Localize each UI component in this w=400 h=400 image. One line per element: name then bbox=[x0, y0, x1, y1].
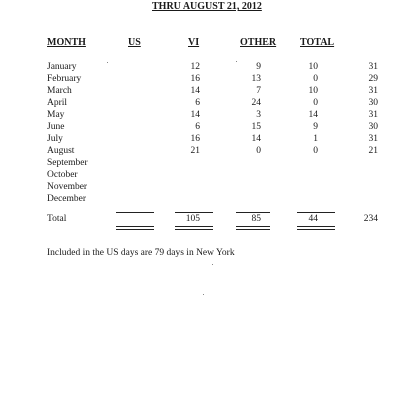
month-cell: September bbox=[47, 158, 88, 168]
other-double-rule bbox=[236, 226, 270, 230]
total-cell: 31 bbox=[368, 62, 378, 72]
other-cell: 0 bbox=[313, 146, 318, 156]
other-cell: 9 bbox=[313, 122, 318, 132]
totals-row bbox=[47, 213, 378, 225]
month-cell: October bbox=[47, 170, 78, 180]
table-row bbox=[47, 85, 378, 97]
vi-cell: 14 bbox=[251, 134, 261, 144]
footnote: Included in the US days are 79 days in New York bbox=[47, 248, 235, 258]
vi-total: 85 bbox=[251, 214, 261, 224]
us-cell: 6 bbox=[195, 122, 200, 132]
table-row bbox=[47, 73, 378, 85]
vi-cell: 3 bbox=[256, 110, 261, 120]
us-cell: 16 bbox=[190, 134, 200, 144]
scan-speck bbox=[107, 62, 108, 63]
scan-speck bbox=[212, 264, 213, 265]
month-cell: December bbox=[47, 194, 87, 204]
total-cell: 31 bbox=[368, 134, 378, 144]
header-us: US bbox=[128, 37, 141, 48]
header-vi: VI bbox=[188, 37, 200, 48]
table-row bbox=[47, 97, 378, 109]
total-cell: 30 bbox=[368, 122, 378, 132]
month-cell: May bbox=[47, 110, 65, 120]
table-row bbox=[47, 61, 378, 73]
table-row bbox=[47, 169, 337, 181]
other-cell: 10 bbox=[308, 86, 318, 96]
month-cell: November bbox=[47, 182, 88, 192]
month-cell: August bbox=[47, 146, 75, 156]
other-total: 44 bbox=[308, 214, 318, 224]
us-cell: 14 bbox=[190, 86, 200, 96]
month-cell: March bbox=[47, 86, 72, 96]
month-cell: April bbox=[47, 98, 68, 108]
us-cell: 12 bbox=[190, 62, 200, 72]
us-cell: 21 bbox=[190, 146, 200, 156]
vi-cell: 9 bbox=[256, 62, 261, 72]
document-title: THRU AUGUST 21, 2012 bbox=[152, 1, 262, 12]
table-row bbox=[47, 145, 378, 157]
us-cell: 6 bbox=[195, 98, 200, 108]
table-row bbox=[47, 121, 378, 133]
us-double-rule bbox=[116, 226, 154, 230]
month-cell: July bbox=[47, 134, 63, 144]
header-other: OTHER bbox=[240, 37, 277, 48]
table-row bbox=[47, 133, 378, 145]
scan-speck bbox=[203, 294, 204, 295]
vi-double-rule bbox=[175, 226, 213, 230]
scan-speck bbox=[236, 61, 237, 62]
other-cell: 0 bbox=[313, 74, 318, 84]
total-cell: 31 bbox=[368, 110, 378, 120]
total-double-rule bbox=[297, 226, 335, 230]
other-cell: 0 bbox=[313, 98, 318, 108]
month-cell: June bbox=[47, 122, 65, 132]
month-cell: February bbox=[47, 74, 82, 84]
total-cell: 31 bbox=[368, 86, 378, 96]
days-table bbox=[47, 61, 378, 205]
totals-label: Total bbox=[47, 214, 67, 224]
total-cell: 30 bbox=[368, 98, 378, 108]
grand-total: 234 bbox=[363, 214, 378, 224]
total-cell: 29 bbox=[368, 74, 378, 84]
table-row bbox=[47, 181, 337, 193]
us-total: 105 bbox=[185, 214, 200, 224]
header-month: MONTH bbox=[47, 37, 86, 48]
vi-cell: 0 bbox=[256, 146, 261, 156]
us-cell: 14 bbox=[190, 110, 200, 120]
table-row bbox=[47, 157, 337, 169]
total-cell: 21 bbox=[368, 146, 378, 156]
table-row bbox=[47, 109, 378, 121]
other-cell: 10 bbox=[308, 62, 318, 72]
other-cell: 1 bbox=[313, 134, 318, 144]
month-cell: January bbox=[47, 62, 77, 72]
vi-cell: 7 bbox=[256, 86, 261, 96]
vi-cell: 24 bbox=[251, 98, 261, 108]
other-cell: 14 bbox=[308, 110, 318, 120]
vi-cell: 13 bbox=[251, 74, 261, 84]
table-row bbox=[47, 193, 337, 205]
header-total: TOTAL bbox=[300, 37, 335, 48]
vi-cell: 15 bbox=[251, 122, 261, 132]
us-cell: 16 bbox=[190, 74, 200, 84]
